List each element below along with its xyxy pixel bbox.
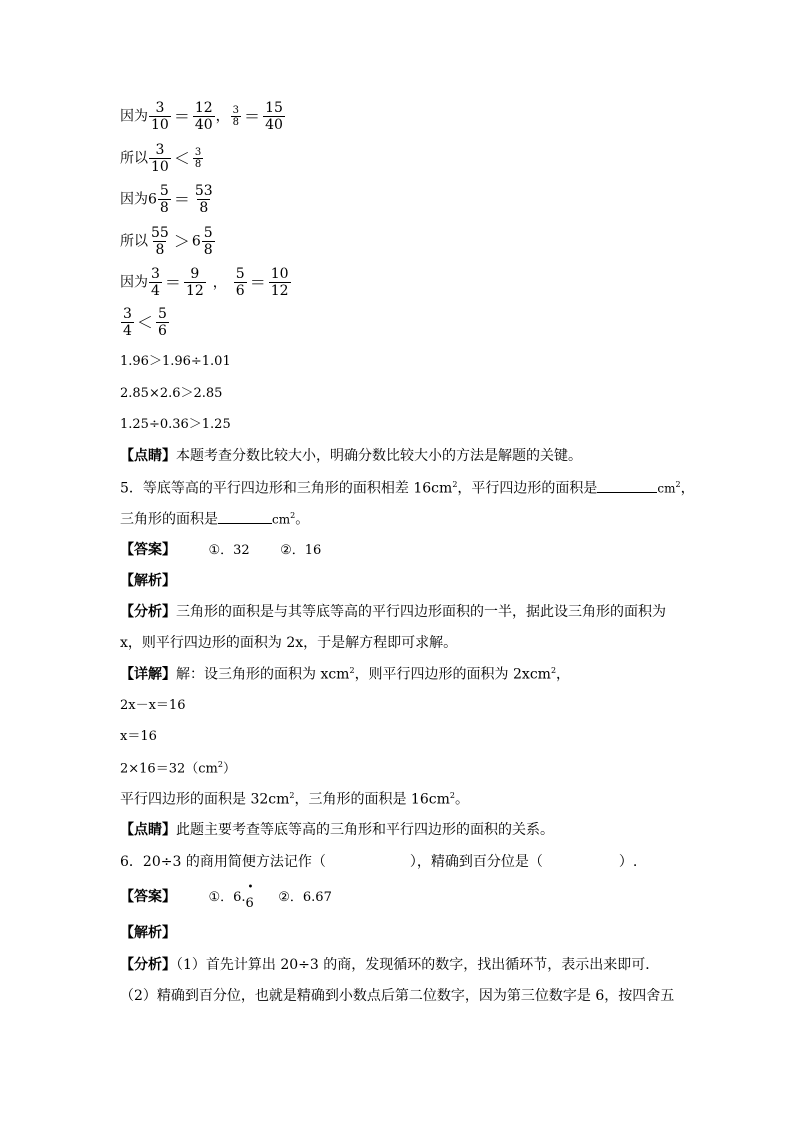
analysis-5-line-2: x，则平行四边形的面积为 2x，于是解方程即可求解。 — [120, 635, 458, 651]
fraction: $\frac{5}{8}$ — [203, 225, 213, 259]
equation-line: x＝16 — [120, 729, 157, 744]
answer-blank[interactable] — [218, 523, 272, 524]
fraction-line-4: 所以 $\frac{55}{8}$ ＞ 6 $\frac{5}{8}$ — [120, 225, 213, 259]
comparison-line: 1.96＞1.96÷1.01 — [120, 354, 231, 369]
question-6: 6．20÷3 的商用简便方法记作（ ），精确到百分位是（ ）. — [120, 854, 638, 870]
key-point-5: 【点睛】此题主要考查等底等高的三角形和平行四边形的面积的关系。 — [120, 822, 554, 838]
fraction: $\frac{5}{6}$ — [235, 266, 245, 300]
fraction: $\frac{3}{8}$ — [232, 104, 240, 129]
answer-6: 【答案】 ①．6. • 6 ②．6.67 — [120, 882, 332, 911]
equation-line: 2x－x＝16 — [120, 698, 186, 713]
analysis-6-line-1: 【分析】（1）首先计算出 20÷3 的商，发现循环的数字，找出循环节，表示出来即可． — [120, 957, 660, 973]
fraction-line-5: 因为 $\frac{3}{4}$ ＝ $\frac{9}{12}$ ， $\frac{5}{6}$ ＝ $\frac{10}{12}$ — [120, 266, 289, 300]
fraction-line-6: $\frac{3}{4}$ ＜ $\frac{5}{6}$ — [123, 306, 167, 340]
question-5-line-1: 5．等底等高的平行四边形和三角形的面积相差 $16cm^2$，平行四边形的面积是 $cm^2$， — [120, 480, 695, 497]
fraction-line-3: 因为6 $\frac{5}{8}$ ＝ $\frac{53}{8}$ — [120, 183, 213, 217]
fraction-line-1: 因为 $\frac{3}{10}$ ＝ $\frac{12}{40}$ ， $\frac{3}{8}$ ＝ $\frac{15}{40}$ — [120, 100, 283, 134]
result-5: 平行四边形的面积是 $32cm^2$，三角形的面积是 $16cm^2$。 — [120, 791, 469, 808]
text: 因为 — [120, 108, 148, 125]
equation-line: $2\times 16=32(cm^2)$ — [120, 760, 236, 777]
comparison-line: 1.25÷0.36＞1.25 — [120, 417, 231, 432]
key-point: 【点睛】本题考查分数比较大小，明确分数比较大小的方法是解题的关键。 — [120, 448, 582, 464]
fraction-line-2: 所以 $\frac{3}{10}$ ＜ $\frac{3}{8}$ — [120, 142, 202, 176]
fraction: $\frac{3}{8}$ — [194, 146, 202, 171]
fraction: $\frac{9}{12}$ — [185, 266, 204, 300]
fraction: $\frac{3}{4}$ — [123, 306, 132, 340]
analysis-5-line-1: 【分析】三角形的面积是与其等底等高的平行四边形面积的一半，据此设三角形的面积为 — [120, 604, 666, 620]
answer-blank[interactable] — [597, 492, 657, 493]
fraction: $\frac{3}{10}$ — [151, 100, 169, 134]
fraction: $\frac{3}{4}$ — [151, 266, 160, 300]
analysis-6-line-2: （2）精确到百分位，也就是精确到小数点后第二位数字，因为第三位数字是 6，按四舍五 — [120, 988, 675, 1004]
fraction: $\frac{5}{6}$ — [157, 306, 167, 340]
answer-5: 【答案】 ①．32 ②．16 — [120, 542, 322, 558]
analysis-heading: 【解析】 — [120, 573, 176, 589]
fraction: $\frac{55}{8}$ — [151, 225, 169, 259]
analysis-heading: 【解析】 — [120, 925, 176, 941]
fraction: $\frac{5}{8}$ — [159, 183, 169, 217]
fraction: $\frac{10}{12}$ — [270, 266, 289, 300]
question-5-line-2: 三角形的面积是 $cm^2$。 — [120, 511, 310, 528]
fraction: $\frac{12}{40}$ — [194, 100, 213, 134]
fraction: $\frac{53}{8}$ — [194, 183, 213, 217]
comparison-line: 2.85×2.6＞2.85 — [120, 386, 223, 401]
detail-5: 【详解】解：设三角形的面积为 xcm$^2$，则平行四边形的面积为 2xcm$^2$， — [120, 666, 571, 683]
fraction: $\frac{15}{40}$ — [265, 100, 283, 134]
fraction: $\frac{3}{10}$ — [151, 142, 169, 176]
repeating-digit: • 6 — [245, 882, 254, 911]
